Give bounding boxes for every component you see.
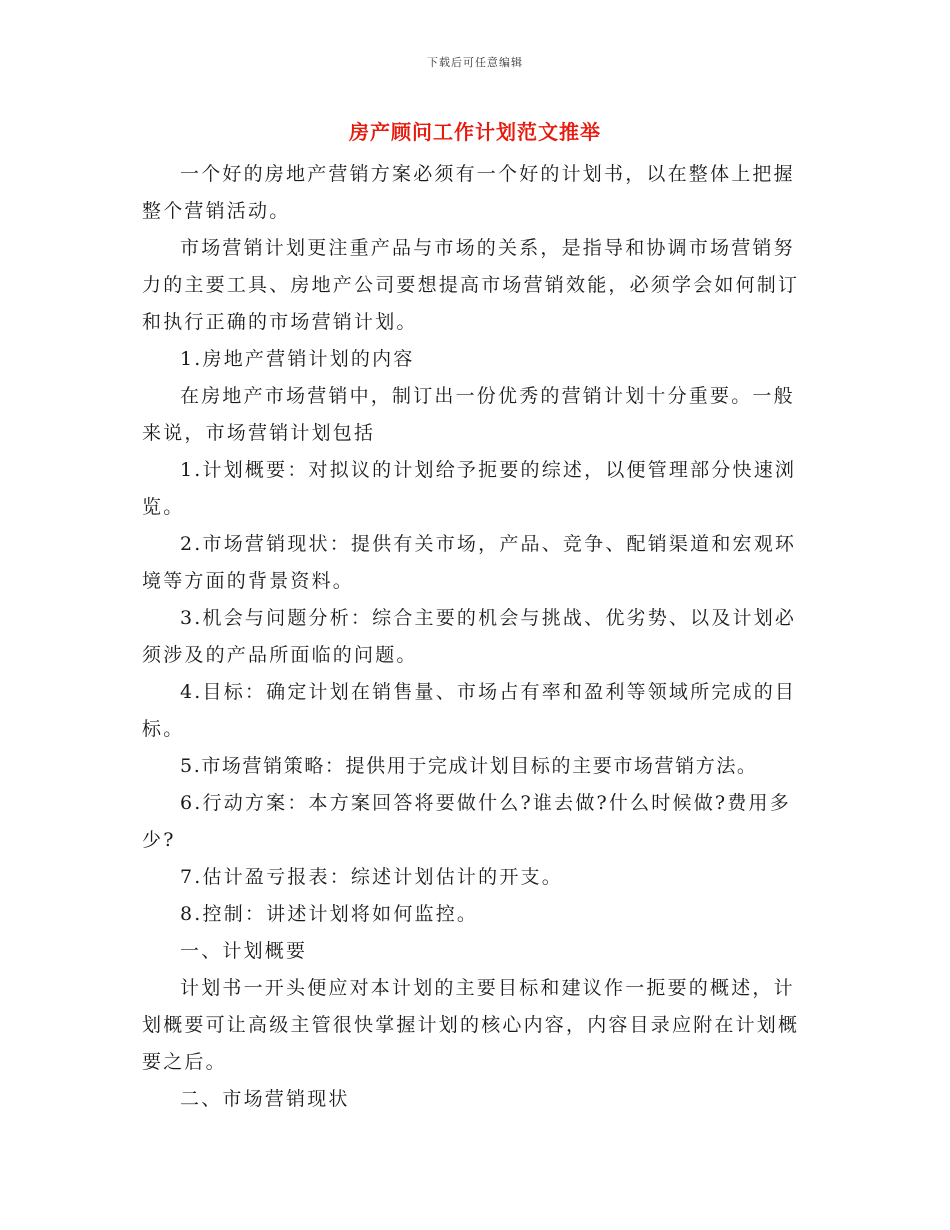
list-item-profit-loss: 7.估计盈亏报表：综述计划估计的开支。 <box>180 866 563 888</box>
document-body <box>142 156 807 1118</box>
section-heading-plan-summary: 一、计划概要 <box>180 940 308 962</box>
list-item-objectives: 4.目标：确定计划在销售量、市场占有率和盈利等领域所完成的目标。 <box>142 681 797 740</box>
paragraph-plan-summary: 计划书一开头便应对本计划的主要目标和建议作一扼要的概述，计划概要可让高级主管很快掌握计划的核心内容，内容目录应附在计划概要之后。 <box>142 977 800 1073</box>
paragraph-plan-importance: 在房地产市场营销中，制订出一份优秀的营销计划十分重要。一般来说，市场营销计划包括 <box>142 385 795 444</box>
list-item-action-plan: 6.行动方案：本方案回答将要做什么?谁去做?什么时候做?费用多少? <box>142 792 791 851</box>
list-item-marketing-strategy: 5.市场营销策略：提供用于完成计划目标的主要市场营销方法。 <box>180 755 758 777</box>
header-note: 下载后可任意编辑 <box>427 56 523 69</box>
section-heading-market-status: 二、市场营销现状 <box>180 1088 350 1110</box>
paragraph-intro: 一个好的房地产营销方案必须有一个好的计划书，以在整体上把握整个营销活动。 <box>142 163 795 222</box>
heading-plan-content: 1.房地产营销计划的内容 <box>180 348 415 370</box>
list-item-opportunity-analysis: 3.机会与问题分析：综合主要的机会与挑战、优劣势、以及计划必须涉及的产品所面临的问题。 <box>142 607 797 666</box>
list-item-plan-summary: 1.计划概要：对拟议的计划给予扼要的综述，以便管理部分快速浏览。 <box>142 459 797 518</box>
paragraph-marketing-plan: 市场营销计划更注重产品与市场的关系，是指导和协调市场营销努力的主要工具、房地产公司要想提高市场营销效能，必须学会如何制订和执行正确的市场营销计划。 <box>142 237 800 333</box>
list-item-market-status: 2.市场营销现状：提供有关市场，产品、竞争、配销渠道和宏观环境等方面的背景资料。 <box>142 533 797 592</box>
document-title: 房产顾问工作计划范文推举 <box>349 120 601 144</box>
list-item-control: 8.控制：讲述计划将如何监控。 <box>180 903 479 925</box>
